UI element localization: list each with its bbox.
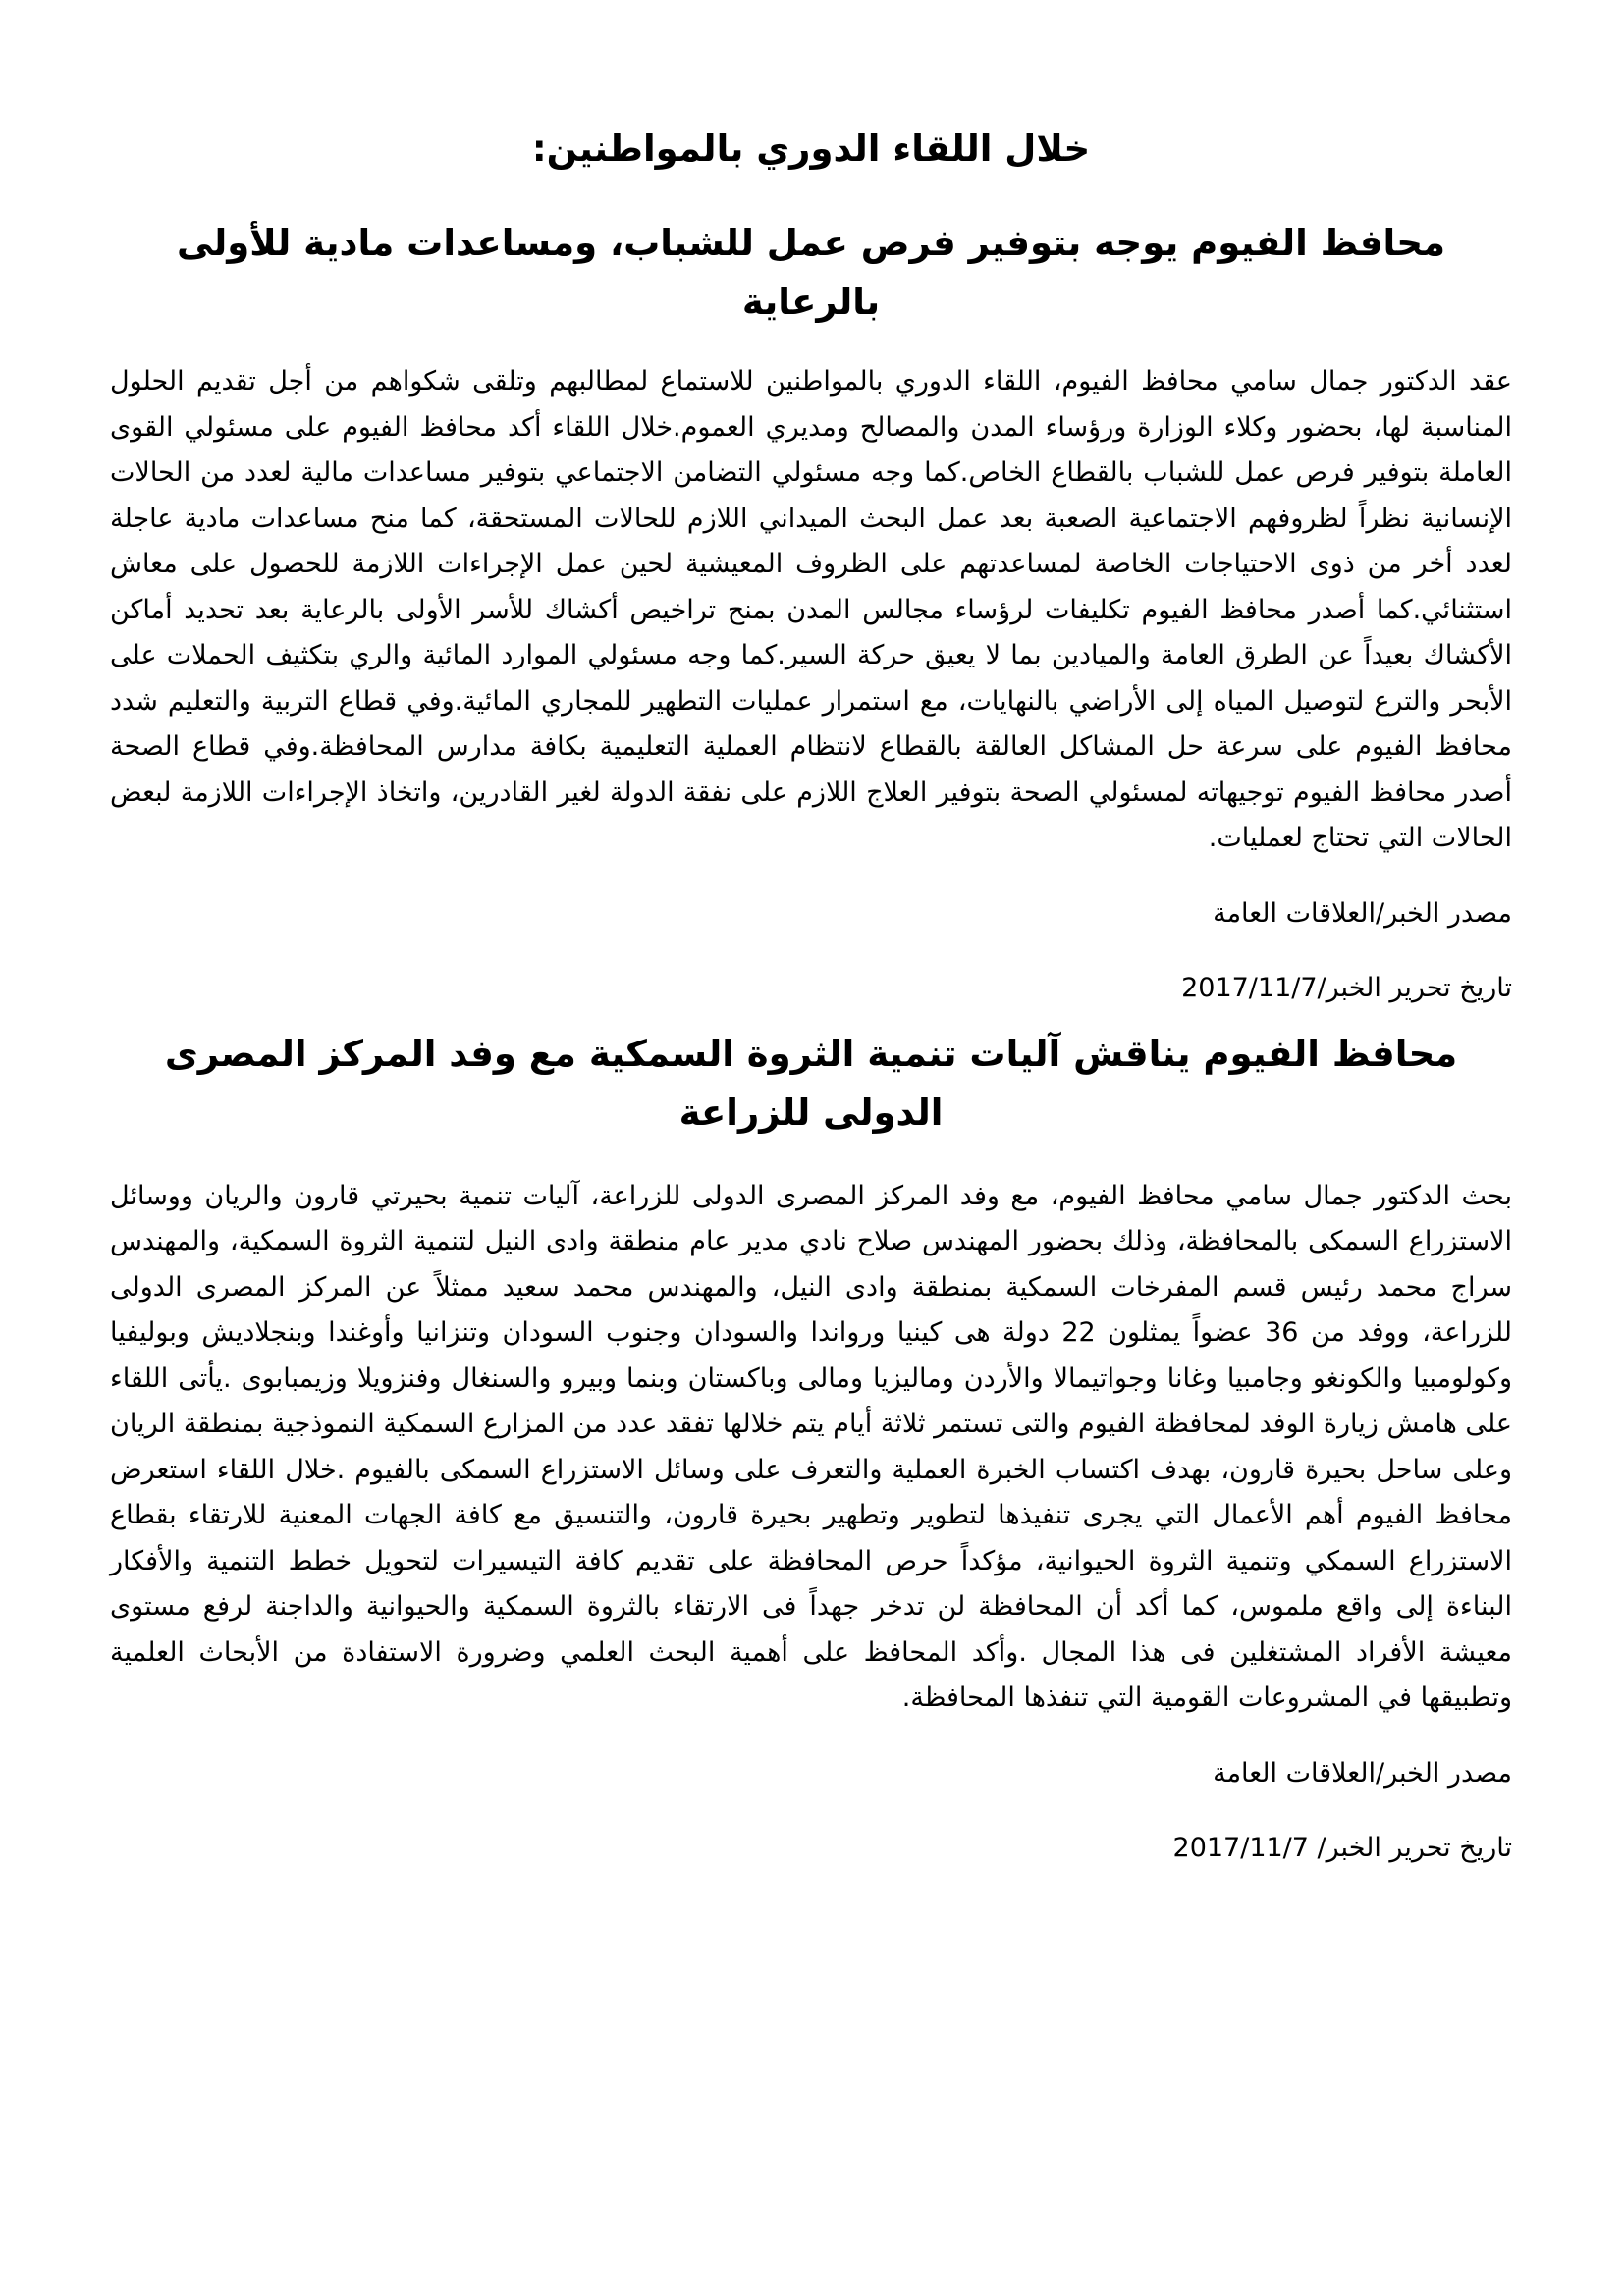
document-page [110, 108, 1512, 1871]
article-2-body: بحث الدكتور جمال سامي محافظ الفيوم، مع وفد المركز المصرى الدولى للزراعة، آليات تنمية بحيرتي قارون والريان ووسائل الاستزراع السمكى بالمحافظة، وذلك بحضور المهندس صلاح نادي مدير عام منطقة وادى النيل لتنمية الثروة السمكية، والمهندس سراج محمد رئيس قسم المفرخات السمكية بمنطقة وادى النيل، والمهندس محمد سعيد ممثلاً عن المركز المصرى الدولى للزراعة، ووفد من 36 عضواً يمثلون 22 دولة هى كينيا ورواندا والسودان وجنوب السودان وتنزانيا وأوغندا وبنجلاديش وبوليفيا وكولومبيا والكونغو وجامبيا وغانا وجواتيمالا والأردن وماليزيا ومالى وباكستان وبنما وبيرو والسنغال وفنزويلا وزيمبابوى .يأتى اللقاء على هامش زيارة الوفد لمحافظة الفيوم والتى تستمر ثلاثة أيام يتم خلالها تفقد عدد من المزارع السمكية النموذجية بمنطقة الريان وعلى ساحل بحيرة قارون، بهدف اكتساب الخبرة العملية والتعرف على وسائل الاستزراع السمكى بالفيوم .خلال اللقاء استعرض محافظ الفيوم أهم الأعمال التي يجرى تنفيذها لتطوير وتطهير بحيرة قارون، والتنسيق مع كافة الجهات المعنية للارتقاء بقطاع الاستزراع السمكي وتنمية الثروة الحيوانية، مؤكداً حرص المحافظة على تقديم كافة التيسيرات لتحويل خطط التنمية والأفكار البناءة إلى واقع ملموس، كما أكد أن المحافظة لن تدخر جهداً فى الارتقاء بالثروة السمكية والحيوانية والداجنة لرفع مستوى معيشة الأفراد المشتغلين فى هذا المجال .وأكد المحافظ على أهمية البحث العلمي وضرورة الاستفادة من الأبحاث العلمية وتطبيقها في المشروعات القومية التي تنفذها المحافظة. [110, 1180, 1512, 1713]
article-2 [110, 1025, 1512, 1871]
article-2-source: مصدر الخبر/العلاقات العامة [1213, 1757, 1512, 1789]
article-1-date: تاريخ تحرير الخبر/2017/11/7 [1181, 972, 1512, 1003]
article-1-title: محافظ الفيوم يوجه بتوفير فرص عمل للشباب، ومساعدات مادية للأولى بالرعاية [176, 222, 1445, 323]
article-1 [110, 214, 1512, 1011]
article-1-source: مصدر الخبر/العلاقات العامة [1213, 897, 1512, 929]
article-1-body: عقد الدكتور جمال سامي محافظ الفيوم، اللقاء الدوري بالمواطنين للاستماع لمطالبهم وتلقى شكواهم من أجل تقديم الحلول المناسبة لها، بحضور وكلاء الوزارة ورؤساء المدن والمصالح ومديري العموم.خلال اللقاء أكد محافظ الفيوم على مسئولي القوى العاملة بتوفير فرص عمل للشباب بالقطاع الخاص.كما وجه مسئولي التضامن الاجتماعي بتوفير مساعدات مالية لعدد من الحالات الإنسانية نظراً لظروفهم الاجتماعية الصعبة بعد عمل البحث الميداني اللازم للحالات المستحقة، كما منح مساعدات مادية عاجلة لعدد أخر من ذوى الاحتياجات الخاصة لمساعدتهم على الظروف المعيشية لحين عمل الإجراءات اللازمة للحصول على معاش استثنائي.كما أصدر محافظ الفيوم تكليفات لرؤساء مجالس المدن بمنح تراخيص أكشاك للأسر الأولى بالرعاية بعد تحديد أماكن الأكشاك بعيداً عن الطرق العامة والميادين بما لا يعيق حركة السير.كما وجه مسئولي الموارد المائية والري بتكثيف الحملات على الأبحر والترع لتوصيل المياه إلى الأراضي بالنهايات، مع استمرار عمليات التطهير للمجاري المائية.وفي قطاع التربية والتعليم شدد محافظ الفيوم على سرعة حل المشاكل العالقة بالقطاع لانتظام العملية التعليمية بكافة مدارس المحافظة.وفي قطاع الصحة أصدر محافظ الفيوم توجيهاته لمسئولي الصحة بتوفير العلاج اللازم على نفقة الدولة لغير القادرين، واتخاذ الإجراءات اللازمة لبعض الحالات التي تحتاج لعمليات. [110, 366, 1512, 853]
article-2-title: محافظ الفيوم يناقش آليات تنمية الثروة السمكية مع وفد المركز المصرى الدولى للزراعة [164, 1032, 1458, 1134]
article-2-date: تاريخ تحرير الخبر/ 2017/11/7 [1172, 1832, 1512, 1863]
kicker-headline: خلال اللقاء الدوري بالمواطنين: [531, 128, 1091, 170]
